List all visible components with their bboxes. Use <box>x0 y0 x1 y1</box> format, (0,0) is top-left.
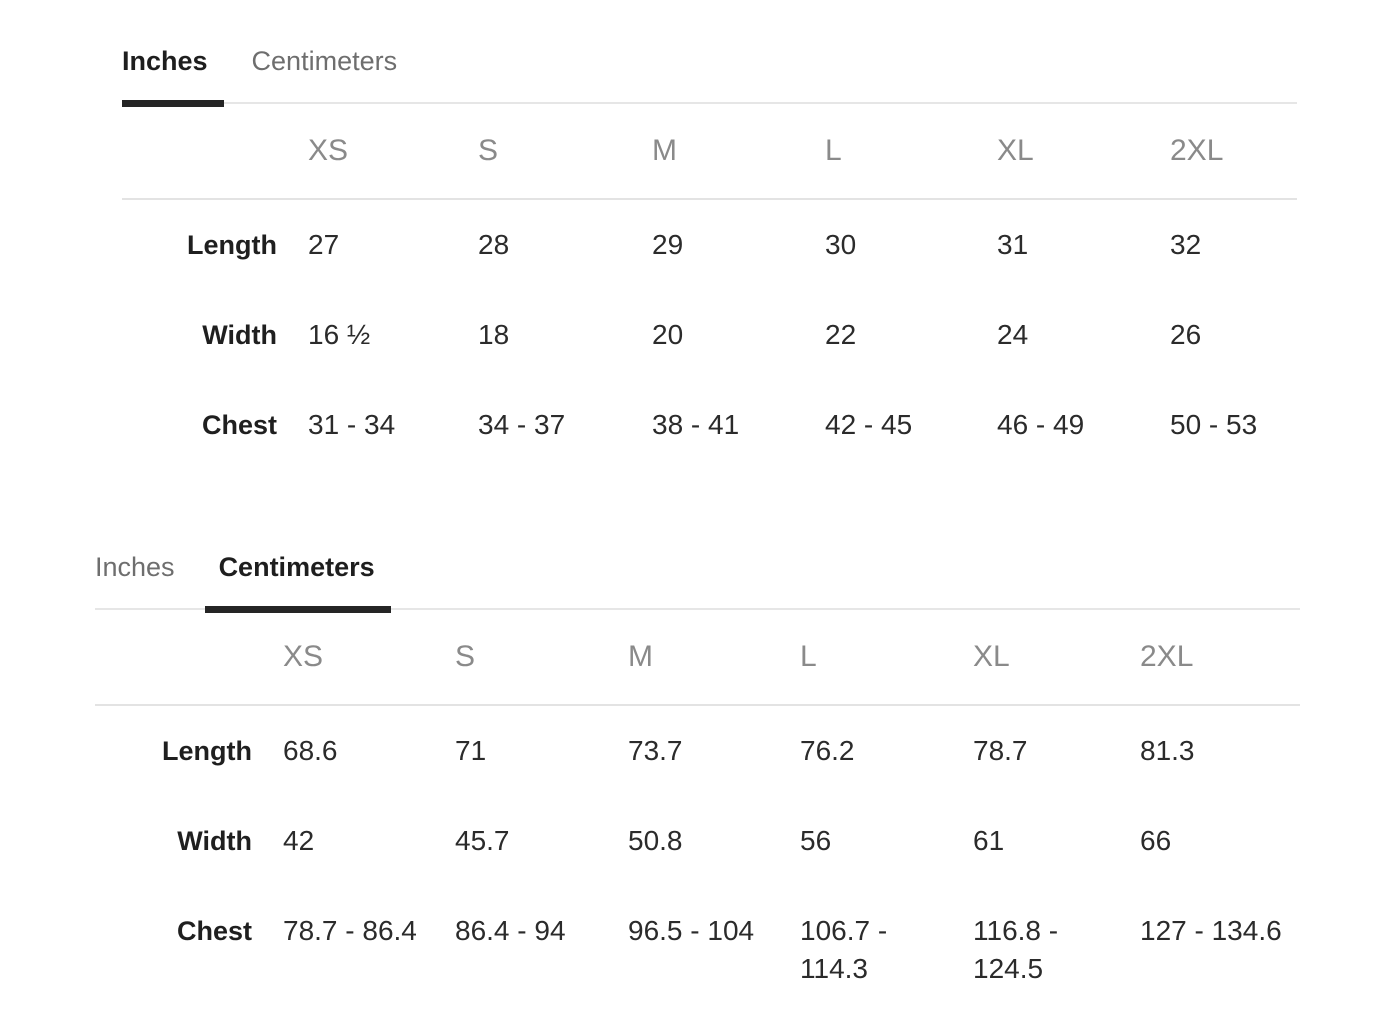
col-header-s: S <box>455 640 476 673</box>
width-xl: 61 <box>973 825 1005 856</box>
length-xl: 78.7 <box>973 735 1028 766</box>
col-header-s: S <box>478 134 499 167</box>
width-xs: 16 ½ <box>308 319 371 350</box>
col-header-2xl: 2XL <box>1140 640 1194 673</box>
chest-xs: 31 - 34 <box>308 409 396 440</box>
length-2xl: 32 <box>1170 229 1202 260</box>
chest-xs: 78.7 - 86.4 <box>283 915 417 946</box>
chest-xl: 116.8 - 124.5 <box>973 915 1059 984</box>
table-row-chest <box>122 380 1297 470</box>
width-s: 18 <box>478 319 510 350</box>
chest-s: 86.4 - 94 <box>455 915 566 946</box>
size-chart-centimeters <box>95 550 1300 988</box>
col-header-xl: XL <box>973 640 1010 673</box>
row-label-chest: Chest <box>201 410 277 440</box>
width-xl: 24 <box>997 319 1029 350</box>
chest-2xl: 50 - 53 <box>1170 409 1258 440</box>
col-header-xs: XS <box>308 134 349 167</box>
width-l: 56 <box>800 825 832 856</box>
length-l: 76.2 <box>800 735 855 766</box>
width-l: 22 <box>825 319 857 350</box>
table-row-length <box>122 200 1297 290</box>
size-chart-inches <box>122 44 1297 470</box>
length-2xl: 81.3 <box>1140 735 1195 766</box>
tab-centimeters[interactable]: Centimeters <box>251 46 398 76</box>
col-header-m: M <box>628 640 653 673</box>
tab-inches[interactable]: Inches <box>122 44 238 78</box>
col-header-2xl: 2XL <box>1170 134 1224 167</box>
row-label-chest: Chest <box>176 916 252 946</box>
header-spacer <box>122 138 308 164</box>
size-table-inches <box>122 104 1297 470</box>
size-table-centimeters <box>95 610 1300 988</box>
tab-inches[interactable]: Inches <box>95 552 175 582</box>
width-s: 45.7 <box>455 825 510 856</box>
width-2xl: 66 <box>1140 825 1172 856</box>
chest-xl: 46 - 49 <box>997 409 1085 440</box>
row-label-width: Width <box>202 320 277 350</box>
width-2xl: 26 <box>1170 319 1202 350</box>
row-label-width: Width <box>177 826 252 856</box>
chest-2xl: 127 - 134.6 <box>1140 915 1282 946</box>
row-label-length: Length <box>162 736 252 766</box>
col-header-xl: XL <box>997 134 1034 167</box>
unit-tabs <box>95 550 1300 610</box>
length-xs: 68.6 <box>283 735 338 766</box>
chest-m: 96.5 - 104 <box>628 915 755 946</box>
header-spacer <box>95 644 283 670</box>
row-label-length: Length <box>187 230 277 260</box>
chest-s: 34 - 37 <box>478 409 566 440</box>
table-row-width <box>122 290 1297 380</box>
length-xs: 27 <box>308 229 340 260</box>
col-header-xs: XS <box>283 640 324 673</box>
col-header-l: L <box>800 640 817 673</box>
size-header-row <box>95 610 1300 706</box>
table-row-length <box>95 706 1300 796</box>
length-m: 73.7 <box>628 735 683 766</box>
unit-tabs <box>122 44 1297 104</box>
width-m: 50.8 <box>628 825 683 856</box>
col-header-m: M <box>652 134 677 167</box>
length-xl: 31 <box>997 229 1029 260</box>
tab-centimeters[interactable]: Centimeters <box>205 550 405 584</box>
chest-m: 38 - 41 <box>652 409 740 440</box>
length-s: 28 <box>478 229 510 260</box>
chest-l: 42 - 45 <box>825 409 913 440</box>
width-xs: 42 <box>283 825 315 856</box>
size-header-row <box>122 104 1297 200</box>
table-row-width <box>95 796 1300 886</box>
length-l: 30 <box>825 229 857 260</box>
length-m: 29 <box>652 229 684 260</box>
table-row-chest <box>95 886 1300 988</box>
length-s: 71 <box>455 735 487 766</box>
col-header-l: L <box>825 134 842 167</box>
width-m: 20 <box>652 319 684 350</box>
chest-l: 106.7 - 114.3 <box>800 915 888 984</box>
